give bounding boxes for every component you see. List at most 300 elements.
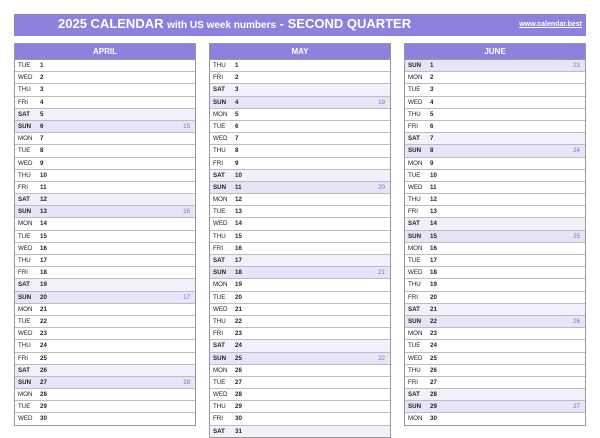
day-of-week: WED <box>18 74 33 82</box>
day-number: 8 <box>40 147 44 155</box>
day-row <box>15 292 195 304</box>
day-number: 21 <box>235 305 242 313</box>
day-number: 17 <box>430 257 437 264</box>
day-of-week: SUN <box>408 403 422 411</box>
day-number: 20 <box>40 293 47 301</box>
day-row <box>210 121 390 133</box>
day-number: 1 <box>235 62 239 69</box>
day-row <box>210 218 390 230</box>
day-number: 20 <box>430 293 437 301</box>
day-of-week: TUE <box>408 171 421 179</box>
day-number: 16 <box>235 244 242 252</box>
day-row <box>405 243 585 255</box>
day-row <box>210 328 390 340</box>
day-row <box>15 255 195 267</box>
day-number: 10 <box>40 171 47 179</box>
day-row <box>405 267 585 279</box>
day-row <box>210 304 390 316</box>
day-of-week: FRI <box>213 415 223 423</box>
day-number: 30 <box>235 415 242 423</box>
day-number: 4 <box>40 98 44 106</box>
day-of-week: TUE <box>18 403 31 411</box>
day-number: 8 <box>430 147 434 155</box>
day-row <box>210 182 390 194</box>
day-of-week: TUE <box>213 208 226 216</box>
day-number: 6 <box>235 122 239 130</box>
day-of-week: MON <box>213 366 228 374</box>
day-row <box>405 206 585 218</box>
day-of-week: WED <box>18 244 33 252</box>
month-june <box>404 43 586 426</box>
month-header: JUNE <box>405 44 585 60</box>
week-number: 27 <box>573 403 580 411</box>
week-number: 25 <box>573 232 580 240</box>
day-number: 26 <box>235 366 242 374</box>
day-row <box>15 60 195 72</box>
day-number: 31 <box>235 427 242 435</box>
day-row <box>210 255 390 267</box>
day-number: 24 <box>40 342 47 350</box>
day-of-week: THU <box>213 147 226 155</box>
day-of-week: WED <box>213 135 228 143</box>
day-row <box>405 279 585 291</box>
day-of-week: WED <box>408 183 423 191</box>
day-of-week: SAT <box>18 196 30 204</box>
day-row <box>15 145 195 157</box>
day-number: 11 <box>40 183 47 191</box>
day-number: 11 <box>430 183 437 191</box>
day-row <box>15 279 195 291</box>
day-row <box>210 426 390 437</box>
day-row <box>15 84 195 96</box>
day-number: 15 <box>430 232 437 240</box>
title-quarter: - SECOND QUARTER <box>279 16 412 31</box>
day-row <box>210 133 390 145</box>
day-of-week: THU <box>213 232 226 240</box>
day-number: 7 <box>430 135 434 143</box>
day-row <box>15 121 195 133</box>
day-number: 4 <box>430 98 434 106</box>
day-row <box>210 316 390 328</box>
day-number: 14 <box>40 220 47 228</box>
day-of-week: SUN <box>408 232 422 240</box>
day-row <box>15 353 195 365</box>
day-of-week: SUN <box>18 293 32 301</box>
day-of-week: WED <box>18 415 33 423</box>
day-number: 28 <box>235 391 242 399</box>
day-number: 30 <box>40 415 47 423</box>
day-row <box>15 194 195 206</box>
week-number: 15 <box>183 122 190 130</box>
day-row <box>210 365 390 377</box>
day-number: 2 <box>430 74 434 82</box>
day-row <box>15 243 195 255</box>
day-of-week: MON <box>213 281 228 289</box>
day-row <box>15 218 195 230</box>
day-number: 4 <box>235 98 239 106</box>
day-number: 14 <box>430 220 437 228</box>
day-of-week: FRI <box>213 74 223 82</box>
day-number: 12 <box>235 196 242 204</box>
day-of-week: FRI <box>18 269 28 277</box>
day-list <box>405 60 585 425</box>
day-row <box>210 292 390 304</box>
day-row <box>15 97 195 109</box>
week-number: 18 <box>183 378 190 386</box>
day-number: 27 <box>235 378 242 386</box>
day-of-week: MON <box>18 391 33 399</box>
day-row <box>405 133 585 145</box>
day-number: 27 <box>40 378 47 386</box>
day-of-week: MON <box>18 135 33 143</box>
day-row <box>405 353 585 365</box>
day-of-week: SUN <box>213 98 227 106</box>
day-of-week: SAT <box>18 281 30 289</box>
day-row <box>210 243 390 255</box>
day-of-week: THU <box>213 62 226 69</box>
day-number: 7 <box>40 135 44 143</box>
day-row <box>405 84 585 96</box>
day-number: 27 <box>430 378 437 386</box>
day-row <box>15 231 195 243</box>
day-number: 15 <box>235 232 242 240</box>
day-number: 10 <box>235 171 242 179</box>
day-row <box>405 121 585 133</box>
day-row <box>210 377 390 389</box>
week-number: 24 <box>573 147 580 155</box>
day-of-week: FRI <box>18 98 28 106</box>
day-row <box>210 145 390 157</box>
title-subtitle: with US week numbers <box>167 20 277 31</box>
day-of-week: SUN <box>213 183 227 191</box>
month-header: APRIL <box>15 44 195 60</box>
day-number: 9 <box>430 159 434 167</box>
day-of-week: SUN <box>18 378 32 386</box>
day-of-week: FRI <box>408 293 418 301</box>
day-row <box>405 340 585 352</box>
week-number: 22 <box>378 354 385 362</box>
day-number: 3 <box>235 86 239 94</box>
day-of-week: THU <box>408 366 421 374</box>
day-row <box>210 72 390 84</box>
day-of-week: WED <box>213 305 228 313</box>
day-number: 9 <box>235 159 239 167</box>
day-number: 28 <box>430 391 437 399</box>
day-of-week: SAT <box>408 391 420 399</box>
week-number: 16 <box>183 208 190 216</box>
day-number: 14 <box>235 220 242 228</box>
day-number: 20 <box>235 293 242 301</box>
day-number: 25 <box>430 354 437 362</box>
day-number: 19 <box>235 281 242 289</box>
week-number: 21 <box>378 269 385 277</box>
day-row <box>15 133 195 145</box>
day-of-week: MON <box>213 110 228 118</box>
day-of-week: SAT <box>213 86 225 94</box>
day-of-week: MON <box>408 159 423 167</box>
week-number: 19 <box>378 98 385 106</box>
day-row <box>210 231 390 243</box>
month-april <box>14 43 196 426</box>
day-of-week: SAT <box>408 220 420 228</box>
day-of-week: MON <box>408 330 423 338</box>
day-number: 25 <box>40 354 47 362</box>
day-of-week: FRI <box>213 330 223 338</box>
day-number: 29 <box>430 403 437 411</box>
day-row <box>405 194 585 206</box>
day-row <box>15 401 195 413</box>
day-number: 23 <box>40 330 47 338</box>
day-row <box>210 267 390 279</box>
day-row <box>210 60 390 72</box>
day-row <box>210 194 390 206</box>
day-row <box>15 413 195 424</box>
day-row <box>405 304 585 316</box>
day-number: 1 <box>430 62 434 69</box>
day-row <box>405 292 585 304</box>
day-number: 17 <box>40 257 47 264</box>
day-row <box>15 316 195 328</box>
day-row <box>15 170 195 182</box>
title-banner <box>14 14 586 36</box>
day-row <box>15 267 195 279</box>
day-of-week: THU <box>213 403 226 411</box>
day-of-week: SUN <box>18 122 32 130</box>
day-row <box>405 365 585 377</box>
day-number: 29 <box>40 403 47 411</box>
day-number: 1 <box>40 62 44 69</box>
day-row <box>15 340 195 352</box>
day-row <box>15 206 195 218</box>
day-of-week: SAT <box>408 135 420 143</box>
day-row <box>405 72 585 84</box>
day-row <box>210 206 390 218</box>
day-number: 15 <box>40 232 47 240</box>
day-of-week: MON <box>408 244 423 252</box>
month-header: MAY <box>210 44 390 60</box>
day-row <box>210 401 390 413</box>
day-number: 9 <box>40 159 44 167</box>
day-row <box>15 304 195 316</box>
day-row <box>405 413 585 424</box>
day-row <box>405 109 585 121</box>
day-of-week: TUE <box>408 86 421 94</box>
day-row <box>15 328 195 340</box>
day-number: 13 <box>40 208 47 216</box>
day-of-week: FRI <box>213 159 223 167</box>
day-number: 28 <box>40 391 47 399</box>
day-number: 5 <box>235 110 239 118</box>
day-of-week: THU <box>408 110 421 118</box>
day-of-week: TUE <box>213 293 226 301</box>
day-row <box>405 316 585 328</box>
day-of-week: SUN <box>408 317 422 325</box>
day-number: 21 <box>40 305 47 313</box>
day-number: 12 <box>430 196 437 204</box>
week-number: 17 <box>183 293 190 301</box>
day-of-week: FRI <box>213 244 223 252</box>
day-number: 24 <box>430 342 437 350</box>
day-row <box>210 340 390 352</box>
day-of-week: WED <box>213 220 228 228</box>
day-row <box>15 109 195 121</box>
day-of-week: SAT <box>18 110 30 118</box>
day-number: 2 <box>40 74 44 82</box>
day-row <box>405 377 585 389</box>
day-row <box>210 97 390 109</box>
day-of-week: SUN <box>408 147 422 155</box>
day-number: 30 <box>430 415 437 423</box>
day-row <box>405 255 585 267</box>
day-number: 16 <box>430 244 437 252</box>
day-number: 11 <box>235 183 242 191</box>
day-of-week: FRI <box>408 208 418 216</box>
day-of-week: THU <box>408 281 421 289</box>
day-number: 13 <box>235 208 242 216</box>
day-of-week: SUN <box>18 208 32 216</box>
day-number: 23 <box>430 330 437 338</box>
day-number: 21 <box>430 305 437 313</box>
day-number: 13 <box>430 208 437 216</box>
title-main: CALENDAR <box>90 16 164 31</box>
day-of-week: SAT <box>213 342 225 350</box>
day-number: 26 <box>430 366 437 374</box>
day-row <box>15 182 195 194</box>
day-row <box>15 365 195 377</box>
day-number: 3 <box>40 86 44 94</box>
day-number: 19 <box>430 281 437 289</box>
day-row <box>210 353 390 365</box>
day-row <box>210 389 390 401</box>
day-row <box>405 328 585 340</box>
day-row <box>210 158 390 170</box>
day-row <box>15 72 195 84</box>
day-of-week: WED <box>18 330 33 338</box>
day-number: 17 <box>235 257 242 264</box>
day-row <box>405 389 585 401</box>
day-of-week: SAT <box>213 257 225 264</box>
day-of-week: TUE <box>18 62 31 69</box>
day-number: 19 <box>40 281 47 289</box>
day-row <box>15 389 195 401</box>
day-number: 8 <box>235 147 239 155</box>
day-row <box>405 145 585 157</box>
day-of-week: SAT <box>213 171 225 179</box>
day-number: 16 <box>40 244 47 252</box>
month-may <box>209 43 391 438</box>
day-number: 23 <box>235 330 242 338</box>
title-year: 2025 <box>58 16 87 31</box>
day-number: 6 <box>430 122 434 130</box>
day-of-week: THU <box>213 317 226 325</box>
day-number: 22 <box>40 317 47 325</box>
day-number: 18 <box>235 269 242 277</box>
day-row <box>405 401 585 413</box>
day-of-week: SAT <box>408 305 420 313</box>
day-of-week: SUN <box>213 269 227 277</box>
website-link[interactable]: www.calendar.best <box>519 21 582 28</box>
day-number: 12 <box>40 196 47 204</box>
day-number: 22 <box>235 317 242 325</box>
page-title <box>58 16 411 31</box>
day-of-week: FRI <box>18 354 28 362</box>
day-of-week: THU <box>18 342 31 350</box>
day-row <box>210 84 390 96</box>
day-row <box>15 158 195 170</box>
week-number: 20 <box>378 183 385 191</box>
day-number: 6 <box>40 122 44 130</box>
day-of-week: TUE <box>18 317 31 325</box>
day-of-week: SUN <box>213 354 227 362</box>
day-of-week: TUE <box>213 122 226 130</box>
day-of-week: WED <box>18 159 33 167</box>
day-number: 29 <box>235 403 242 411</box>
day-of-week: FRI <box>408 378 418 386</box>
day-of-week: WED <box>213 391 228 399</box>
day-of-week: SAT <box>213 427 225 435</box>
day-of-week: THU <box>18 257 31 264</box>
day-number: 2 <box>235 74 239 82</box>
day-row <box>210 279 390 291</box>
day-number: 5 <box>430 110 434 118</box>
day-row <box>405 60 585 72</box>
day-of-week: TUE <box>408 342 421 350</box>
day-number: 5 <box>40 110 44 118</box>
day-of-week: THU <box>408 196 421 204</box>
day-row <box>405 97 585 109</box>
week-number: 23 <box>573 62 580 69</box>
day-of-week: TUE <box>18 147 31 155</box>
day-of-week: SAT <box>18 366 30 374</box>
day-row <box>405 182 585 194</box>
day-of-week: MON <box>213 196 228 204</box>
week-number: 26 <box>573 317 580 325</box>
day-of-week: TUE <box>18 232 31 240</box>
day-of-week: TUE <box>213 378 226 386</box>
day-of-week: MON <box>408 415 423 423</box>
day-row <box>15 377 195 389</box>
day-number: 18 <box>430 269 437 277</box>
day-row <box>405 231 585 243</box>
day-of-week: THU <box>18 171 31 179</box>
day-number: 22 <box>430 317 437 325</box>
day-of-week: MON <box>18 305 33 313</box>
day-row <box>210 109 390 121</box>
day-of-week: FRI <box>408 122 418 130</box>
day-row <box>405 158 585 170</box>
day-of-week: WED <box>408 98 423 106</box>
day-of-week: FRI <box>18 183 28 191</box>
day-row <box>210 170 390 182</box>
day-list <box>210 60 390 437</box>
day-number: 3 <box>430 86 434 94</box>
day-of-week: MON <box>18 220 33 228</box>
day-of-week: WED <box>408 269 423 277</box>
day-number: 10 <box>430 171 437 179</box>
day-number: 7 <box>235 135 239 143</box>
day-number: 18 <box>40 269 47 277</box>
day-row <box>405 170 585 182</box>
day-number: 26 <box>40 366 47 374</box>
day-of-week: TUE <box>408 257 421 264</box>
day-row <box>405 218 585 230</box>
day-list <box>15 60 195 425</box>
day-of-week: MON <box>408 74 423 82</box>
day-number: 24 <box>235 342 242 350</box>
day-of-week: WED <box>408 354 423 362</box>
day-of-week: SUN <box>408 62 422 69</box>
day-number: 25 <box>235 354 242 362</box>
